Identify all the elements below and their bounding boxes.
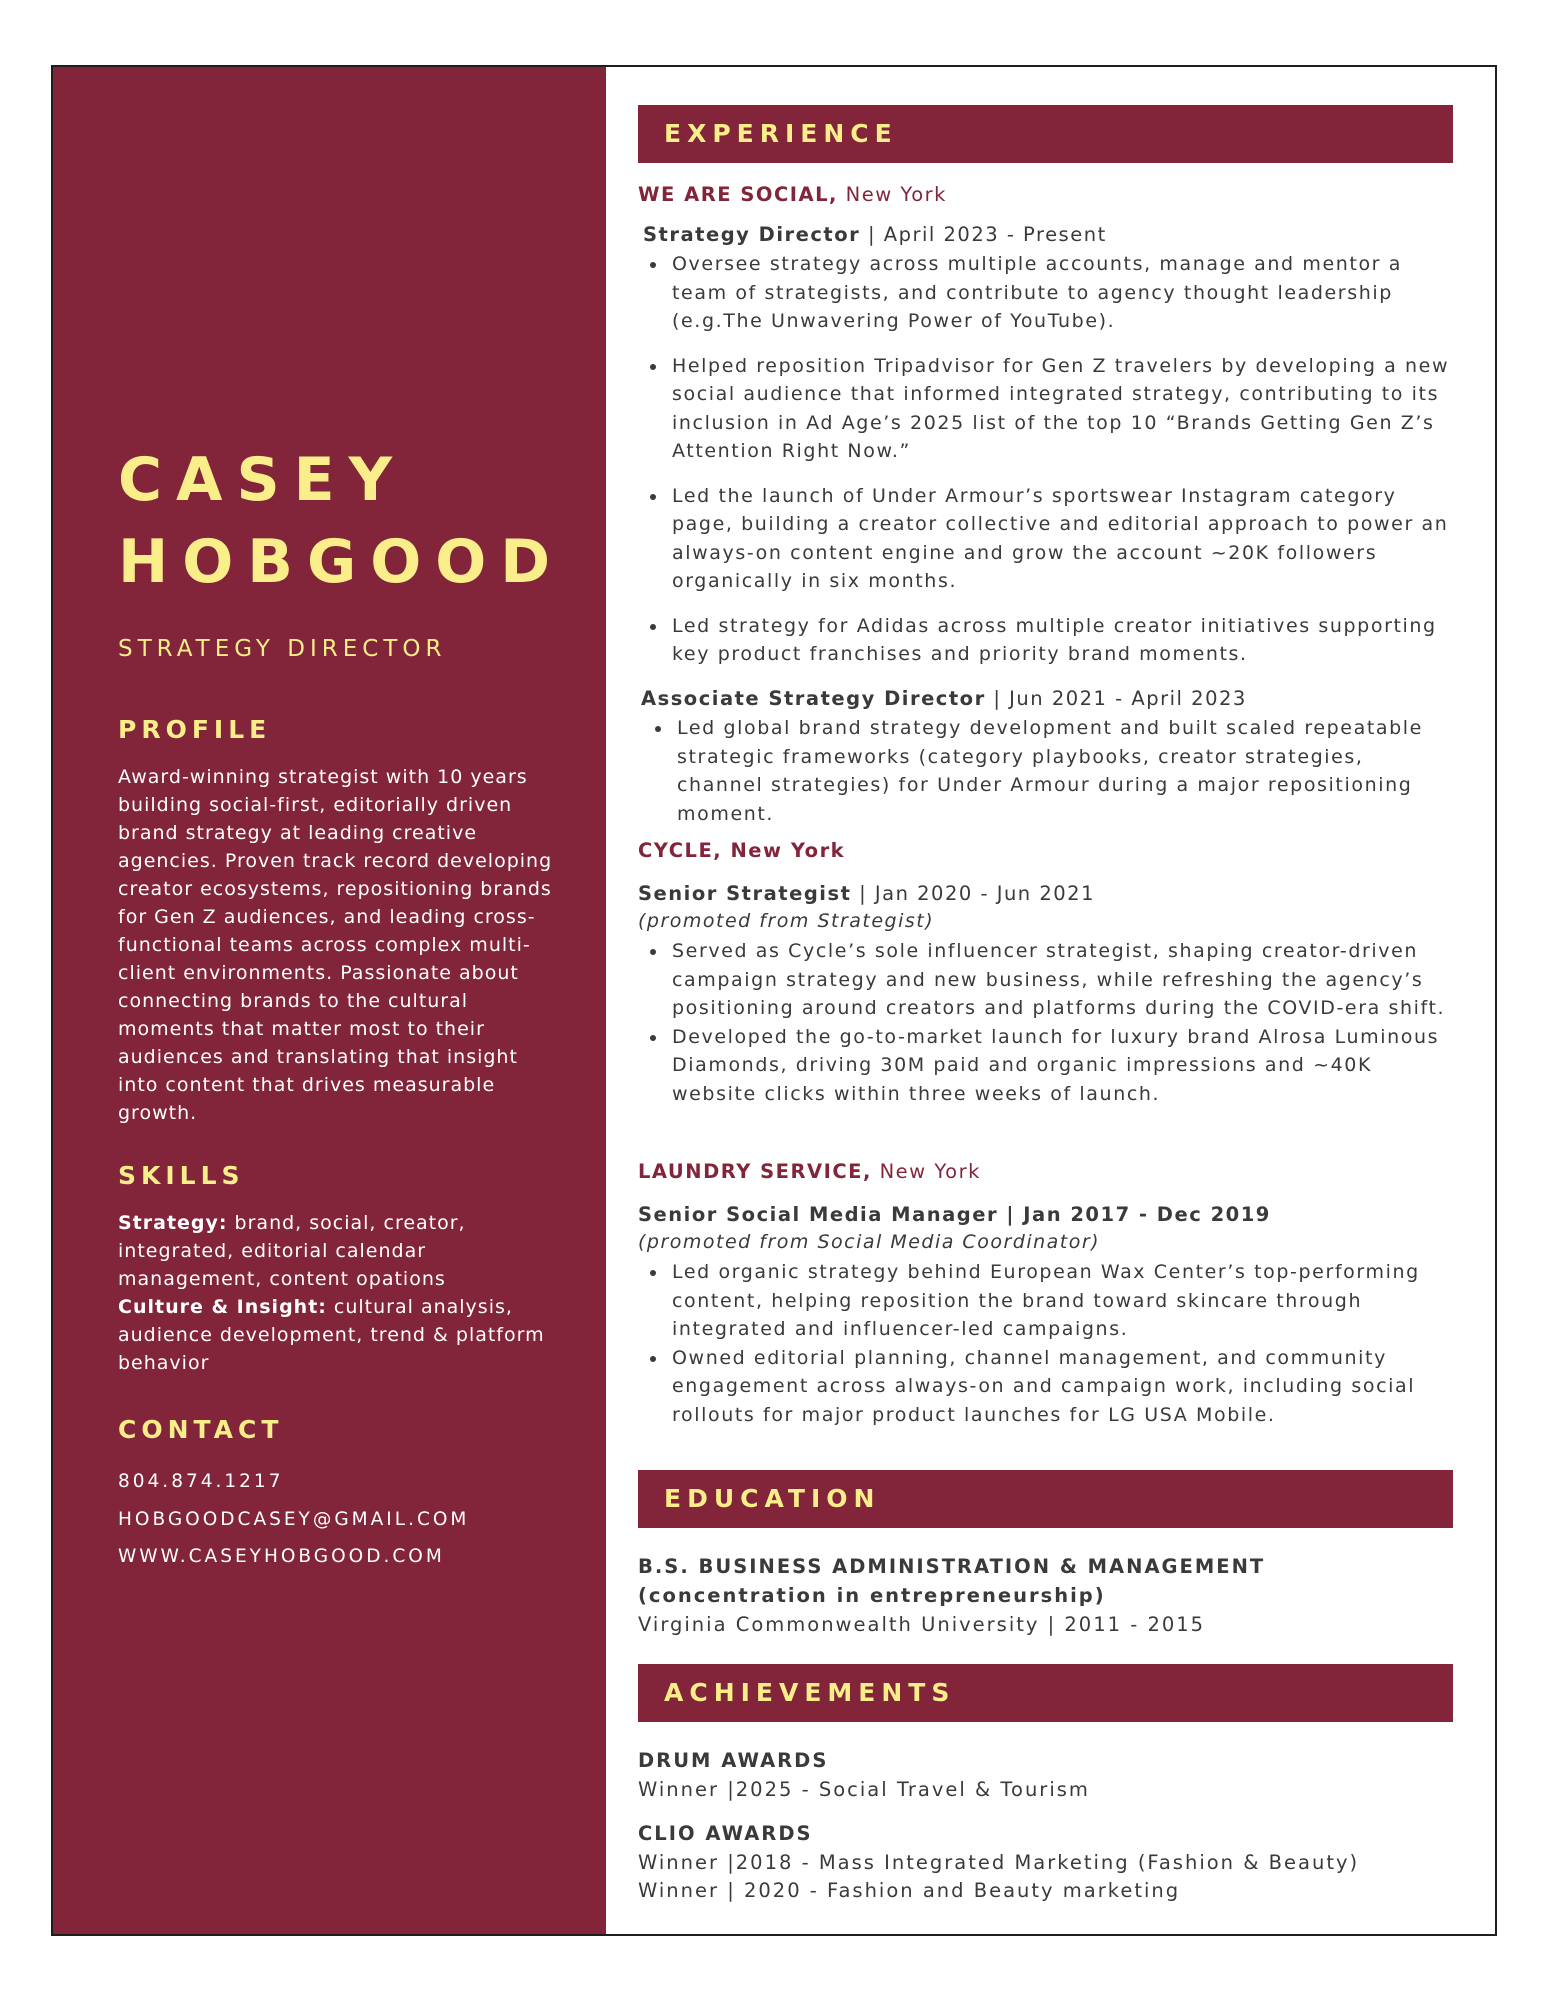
main-column — [638, 67, 1453, 1934]
profile-text: Award-winning strategist with 10 years building social-first, editorially driven brand strategy at leading creative agencies. Proven track record developing creator ecosystems, repositioning brands for Gen Z audiences, and leading cross-functional teams across complex multi-client environments. Passionate about connecting brands to the cultural moments that matter most to their audiences and translating that insight into content that drives measurable growth. — [118, 766, 553, 1124]
skill-text: brand, social, creator, integrated, editorial calendar management, content opations — [118, 1212, 466, 1290]
profile-heading: PROFILE — [118, 715, 272, 744]
role-senior-strategist — [638, 882, 1095, 905]
employer-we-are-social — [638, 183, 947, 206]
role-title: Associate Strategy Director — [641, 687, 986, 710]
bullet-item: Helped reposition Tripadvisor for Gen Z travelers by developing a new social audience that informed integrated strategy, contributing to its inclusion in Ad Age’s 2025 list of the top 10 “Brands Getting Gen Z’s Attention Right Now.” — [638, 352, 1450, 466]
bullet-item: Oversee strategy across multiple accounts, manage and mentor a team of strategists, and contribute to agency thought leadership (e.g.The Unwavering Power of YouTube). — [638, 250, 1450, 336]
bullets-strategy-director — [638, 250, 1450, 685]
role-senior-social-media-manager — [638, 1203, 1271, 1226]
bullet-item: Developed the go-to-market launch for luxury brand Alrosa Luminous Diamonds, driving 30M paid and organic impressions and ~40K website clicks within three weeks of launch. — [638, 1023, 1450, 1109]
degree: B.S. BUSINESS ADMINISTRATION & MANAGEMENT — [638, 1555, 1266, 1578]
bullets-associate-strategy-director — [643, 714, 1451, 828]
award-name-clio: CLIO AWARDS — [638, 1822, 813, 1845]
role-title: Strategy Director — [643, 223, 861, 246]
promotion-note: (promoted from Social Media Coordinator) — [638, 1231, 1101, 1253]
role-dates: | April 2023 - Present — [860, 223, 1107, 246]
role-associate-strategy-director — [641, 687, 1247, 710]
name-first: CASEY — [118, 445, 407, 515]
resume-page — [51, 65, 1497, 1936]
skill-text: cultural analysis, audience development, trend & platform behavior — [118, 1296, 545, 1374]
award-line: Winner |2025 - Social Travel & Tourism — [638, 1778, 1090, 1801]
employer-name: LAUNDRY SERVICE, — [638, 1160, 872, 1183]
role-title: Senior Strategist — [638, 882, 852, 905]
employer-cycle — [638, 839, 845, 862]
skill-strategy — [118, 1209, 558, 1293]
bullet-item: Owned editorial planning, channel management, and community engagement across always-on and campaign work, including social rollouts for major product launches for LG USA Mobile. — [638, 1344, 1450, 1430]
employer-laundry-service — [638, 1160, 981, 1183]
contact-phone[interactable]: 804.874.1217 — [118, 1471, 284, 1492]
employer-name: WE ARE SOCIAL, — [638, 183, 838, 206]
concentration: (concentration in entrepreneurship) — [638, 1584, 1106, 1607]
bullet-item: Led organic strategy behind European Wax Center’s top-performing content, helping reposition the brand toward skincare through integrated and influencer-led campaigns. — [638, 1258, 1450, 1344]
bullet-item: Led the launch of Under Armour’s sportswear Instagram category page, building a creator collective and editorial approach to power an always-on content engine and grow the account ~20K followers organically in six months. — [638, 482, 1450, 596]
award-line: Winner | 2020 - Fashion and Beauty marketing — [638, 1879, 1181, 1902]
skill-label: Culture & Insight: — [118, 1296, 327, 1318]
sidebar — [53, 67, 606, 1934]
bullets-senior-social-media-manager — [638, 1258, 1450, 1429]
name-last: HOBGOOD — [118, 527, 565, 597]
role-strategy-director — [643, 223, 1107, 246]
promotion-note: (promoted from Strategist) — [638, 910, 935, 932]
skills-list — [118, 1209, 558, 1377]
bullet-item: Served as Cycle’s sole influencer strategist, shaping creator-driven campaign strategy and new business, while refreshing the agency’s positioning around creators and platforms during the COVID-era shift. — [638, 937, 1450, 1023]
skills-heading: SKILLS — [118, 1161, 245, 1190]
bullet-item: Led strategy for Adidas across multiple creator initiatives supporting key product franchises and priority brand moments. — [638, 612, 1450, 669]
skill-culture — [118, 1293, 558, 1377]
job-title: STRATEGY DIRECTOR — [118, 636, 447, 662]
award-name-drum: DRUM AWARDS — [638, 1749, 829, 1772]
employer-location: New York — [871, 1160, 981, 1183]
award-line: Winner |2018 - Mass Integrated Marketing (Fashion & Beauty) — [638, 1851, 1360, 1874]
education-heading: EDUCATION — [638, 1470, 1453, 1528]
employer-location: New York — [837, 183, 947, 206]
bullet-item: Led global brand strategy development and built scaled repeatable strategic frameworks (category playbooks, creator strategies, channel strategies) for Under Armour during a major repositioning moment. — [643, 714, 1451, 828]
contact-website[interactable]: WWW.CASEYHOBGOOD.COM — [118, 1546, 445, 1567]
employer-name: CYCLE, New York — [638, 839, 846, 862]
contact-heading: CONTACT — [118, 1415, 284, 1444]
achievements-heading: ACHIEVEMENTS — [638, 1664, 1453, 1722]
skill-label: Strategy: — [118, 1212, 228, 1234]
contact-email[interactable]: HOBGOODCASEY@GMAIL.COM — [118, 1509, 470, 1530]
role-title: Senior Social Media Manager | Jan 2017 - Dec 2019 — [638, 1203, 1271, 1226]
bullets-senior-strategist — [638, 937, 1450, 1108]
role-dates: | Jun 2021 - April 2023 — [985, 687, 1247, 710]
role-dates: | Jan 2020 - Jun 2021 — [851, 882, 1095, 905]
experience-heading: EXPERIENCE — [638, 105, 1453, 163]
school: Virginia Commonwealth University | 2011 - 2015 — [638, 1613, 1206, 1636]
